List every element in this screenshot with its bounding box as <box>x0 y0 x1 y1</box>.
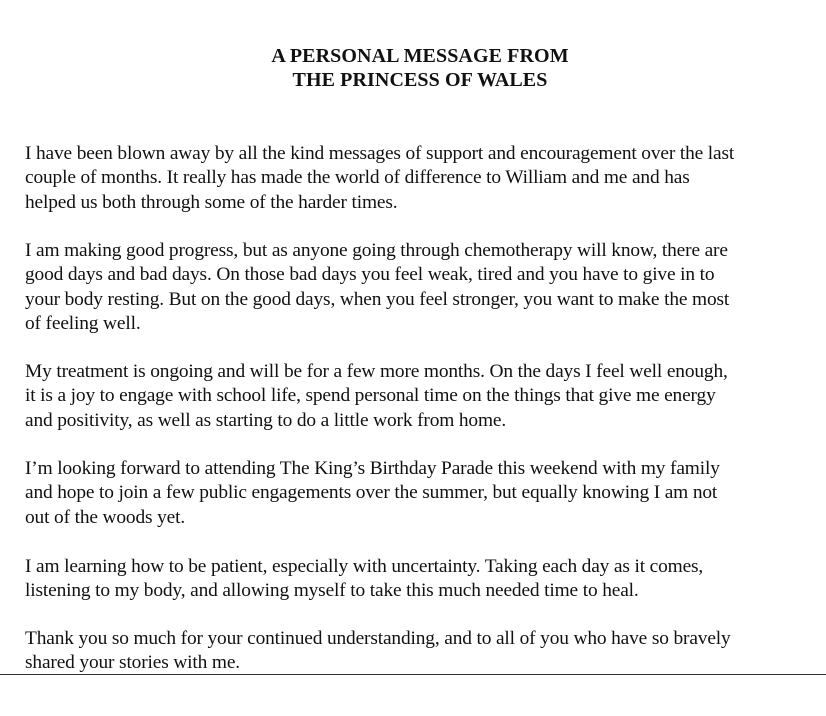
paragraph-line: your body resting. But on the good days, when you feel stronger, you want to make the most <box>25 288 730 310</box>
document-title-line-2: THE PRINCESS OF WALES <box>292 69 548 91</box>
paragraph-line: of feeling well. <box>25 312 141 334</box>
paragraph-line: shared your stories with me. <box>25 652 240 674</box>
paragraph-line: and positivity, as well as starting to do a little work from home. <box>25 409 507 431</box>
paragraph-thank-you <box>25 627 825 675</box>
paragraph-line: I am learning how to be patient, especially with uncertainty. Taking each day as it comes, <box>25 556 704 577</box>
paragraph-line: listening to my body, and allowing myself to take this much needed time to heal. <box>25 580 639 602</box>
paragraph-line: I’m looking forward to attending The King’s Birthday Parade this weekend with my family <box>25 458 720 479</box>
paragraph-line: helped us both through some of the harder times. <box>25 191 398 213</box>
paragraph-line: and hope to join a few public engagements over the summer, but equally knowing I am not <box>25 482 718 504</box>
paragraph-patience <box>25 555 825 604</box>
paragraph-birthday-parade <box>25 457 825 530</box>
paragraph-line: My treatment is ongoing and will be for a few more months. On the days I feel well enough, <box>25 361 728 382</box>
paragraph-line: good days and bad days. On those bad days you feel weak, tired and you have to give in to <box>25 264 715 286</box>
paragraph-line: I have been blown away by all the kind messages of support and encouragement over the last <box>25 143 735 164</box>
paragraph-line: out of the woods yet. <box>25 506 186 528</box>
paragraph-line: Thank you so much for your continued understanding, and to all of you who have so bravely <box>25 628 731 649</box>
paragraph-line: I am making good progress, but as anyone going through chemotherapy will know, there are <box>25 240 728 261</box>
paragraph-line: couple of months. It really has made the world of difference to William and me and has <box>25 167 690 189</box>
paragraph-progress <box>25 239 825 336</box>
bottom-divider <box>0 674 826 675</box>
document-title-line-1: A PERSONAL MESSAGE FROM <box>271 45 569 67</box>
paragraph-treatment <box>25 360 825 433</box>
paragraph-support-messages <box>25 142 825 215</box>
paragraph-line: it is a joy to engage with school life, spend personal time on the things that give me energy <box>25 385 716 407</box>
